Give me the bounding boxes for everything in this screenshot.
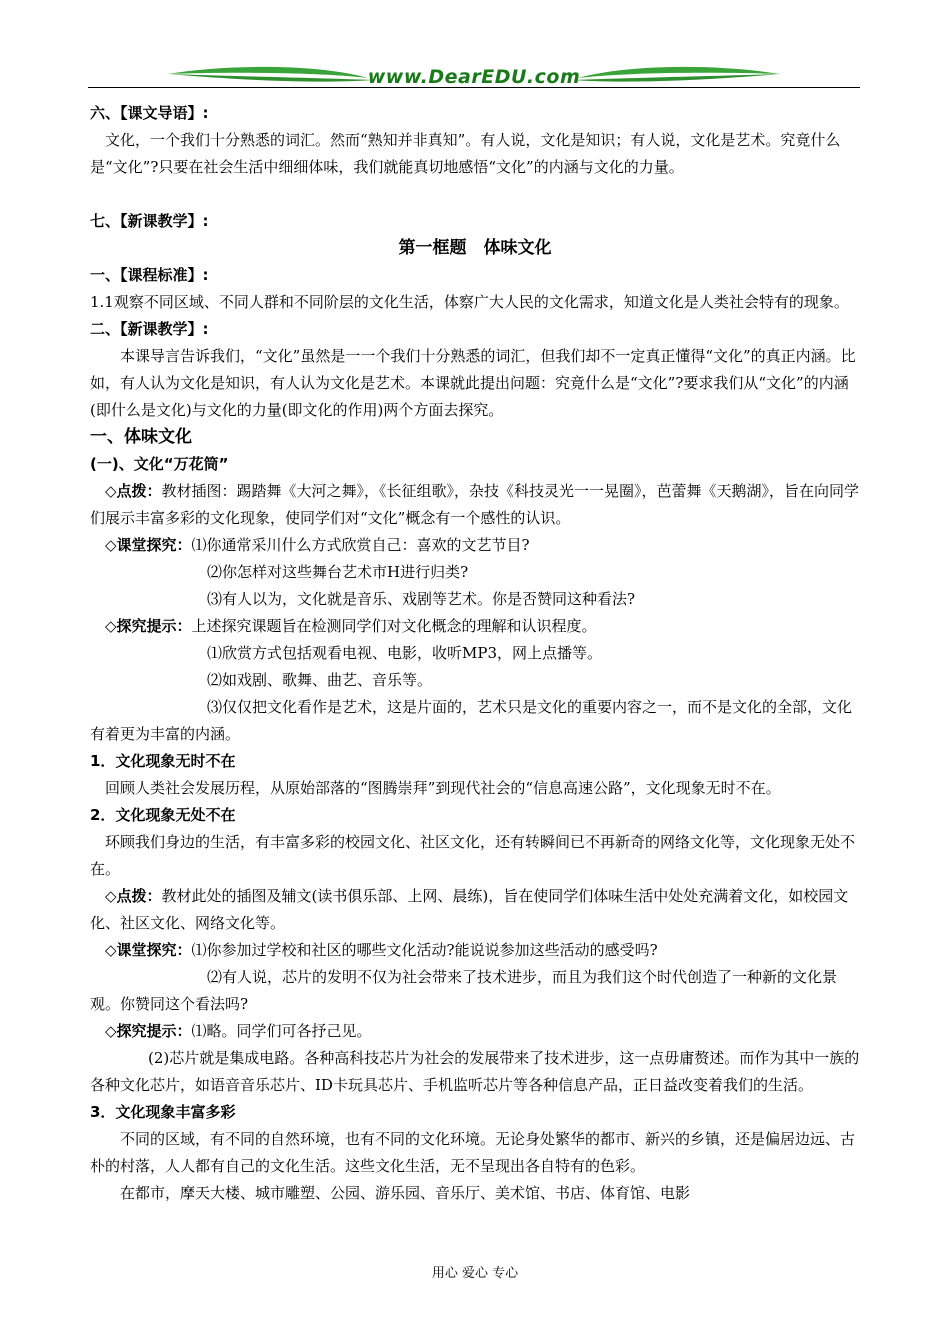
point-1-text: 回顾人类社会发展历程，从原始部落的“图腾崇拜”到现代社会的“信息高速公路”，文化现象无时不在。: [105, 779, 781, 797]
point-2-text: 环顾我们身边的生活，有丰富多彩的校园文化、社区文化，还有转瞬间已不再新奇的网络文化等，文化现象无处不在。: [90, 833, 856, 878]
document-body: [90, 100, 860, 1207]
standard-heading: 一、【课程标准】:: [90, 266, 209, 284]
hint-1-a2: ⑵如戏剧、歌舞、曲艺、音乐等。: [207, 671, 433, 689]
explore-1-q2: ⑵你怎样对这些舞台艺术市H进行归类?: [207, 563, 469, 581]
explore-label: ◇课堂探究：: [105, 941, 192, 959]
intro-paragraph: 文化，一个我们十分熟悉的词汇。然而“熟知并非真知”。有人说，文化是知识；有人说，文化是艺术。究竟什么是“文化”?只要在社会生活中细细体味，我们就能真切地感悟“文化”的内涵与文化的力量。: [90, 131, 841, 176]
subsection-1-heading: (一)、文化“万花筒”: [90, 455, 229, 473]
explore-2-q2: ⑵有人说，芯片的发明不仅为社会带来了技术进步，而且为我们这个时代创造了一种新的文化景观。你赞同这个看法吗?: [90, 968, 838, 1013]
point-3-text: 不同的区域，有不同的自然环境，也有不同的文化环境。无论身处繁华的都市、新兴的乡镇，还是偏居边远、古朴的村落，人人都有自己的文化生活。这些文化生活，无不呈现出各自特有的色彩。: [90, 1130, 856, 1175]
tip-label: ◇点拨：: [105, 482, 162, 500]
explore-1-q3: ⑶有人以为，文化就是音乐、戏剧等艺术。你是否赞同这种看法?: [207, 590, 636, 608]
hint-2-a1: ◇探究提示：⑴略。同学们可各抒己见。: [105, 1022, 372, 1040]
section-6-heading: 六、【课文导语】:: [90, 104, 209, 122]
new-lesson-heading: 二、【新课教学】:: [90, 320, 209, 338]
header-rule: [88, 87, 860, 88]
page-footer: 用心 爱心 专心: [431, 1266, 519, 1281]
hint-1-intro: ◇探究提示：上述探究课题旨在检测同学们对文化概念的理解和认识程度。: [105, 617, 597, 635]
hint-2-a2: (2)芯片就是集成电路。各种高科技芯片为社会的发展带来了技术进步，这一点毋庸赘述。而作为其中一族的各种文化芯片，如语音音乐芯片、ID卡玩具芯片、手机监听芯片等各种信息产品，正日益改变着我们的生活。: [90, 1049, 860, 1094]
point-1-heading: 1．文化现象无时不在: [90, 752, 236, 770]
point-2-heading: 2．文化现象无处不在: [90, 806, 236, 824]
explore-1-q1: ◇课堂探究：⑴你通常采川什么方式欣赏自己：喜欢的文艺节目?: [105, 536, 530, 554]
hint-1-a1: ⑴欣赏方式包括观看电视、电影，收听MP3，网上点播等。: [207, 644, 602, 662]
tip-label: ◇点拨：: [105, 887, 162, 905]
explore-2-q1: ◇课堂探究：⑴你参加过学校和社区的哪些文化活动?能说说参加这些活动的感受吗?: [105, 941, 658, 959]
explore-label: ◇课堂探究：: [105, 536, 192, 554]
lesson-title: 第一框题 体味文化: [398, 238, 552, 258]
hint-label: ◇探究提示：: [105, 1022, 192, 1040]
new-lesson-paragraph: 本课导言告诉我们，“文化”虽然是一一个我们十分熟悉的词汇，但我们却不一定真正懂得“文化”的真正内涵。比如，有人认为文化是知识，有人认为文化是艺术。本课就此提出问题：究竟什么是“文化”?要求我们从“文化”的内涵(即什么是文化)与文化的力量(即文化的作用)两个方面去探究。: [90, 347, 856, 419]
page-header: [88, 60, 860, 96]
tip-2: ◇点拨：教材此处的插图及辅文(读书俱乐部、上网、晨练)，旨在使同学们体味生活中处处充满着文化，如校园文化、社区文化、网络文化等。: [90, 887, 849, 932]
section-7-heading: 七、【新课教学】:: [90, 212, 209, 230]
site-logo[interactable]: www.DearEDU.com: [367, 66, 581, 88]
part-1-heading: 一、体味文化: [90, 427, 192, 447]
standard-paragraph: 1.1观察不同区域、不同人群和不同阶层的文化生活，体察广大人民的文化需求，知道文化是人类社会特有的现象。: [90, 293, 849, 311]
hint-1-a3: ⑶仅仅把文化看作是艺术，这是片面的，艺术只是文化的重要内容之一，而不是文化的全部，文化有着更为丰富的内涵。: [90, 698, 853, 743]
hint-label: ◇探究提示：: [105, 617, 192, 635]
tip-text: 教材插图：踢踏舞《大河之舞》，《长征组歌》，杂技《科技灵光一一晃圈》，芭蕾舞《天鹅湖》，旨在向同学们展示丰富多彩的文化现象，使同学们对“文化”概念有一个感性的认识。: [90, 482, 860, 527]
tip-1: [90, 478, 860, 532]
point-3-heading: 3．文化现象丰富多彩: [90, 1103, 236, 1121]
point-3-text-2: 在都市，摩天大楼、城市雕塑、公园、游乐园、音乐厅、美术馆、书店、体育馆、电影: [120, 1184, 691, 1202]
